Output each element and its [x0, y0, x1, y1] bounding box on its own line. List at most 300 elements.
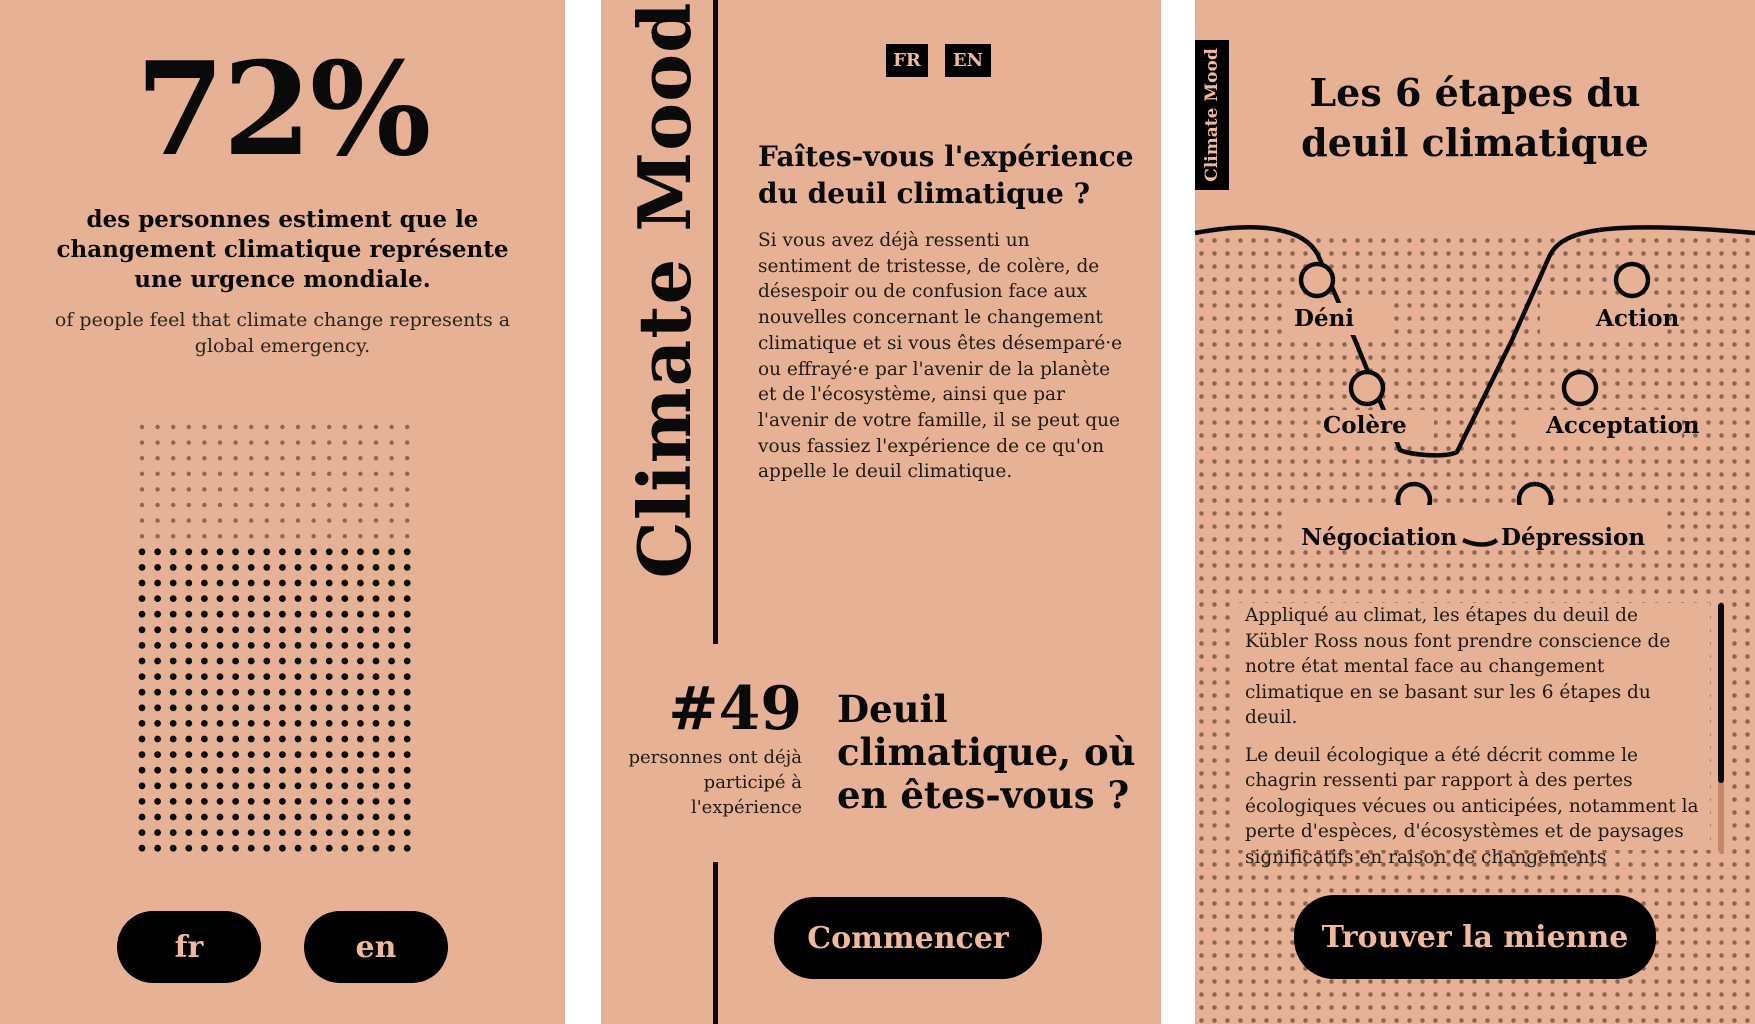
dot-highlighted: [170, 689, 177, 696]
dot-muted: [171, 456, 175, 460]
dot-highlighted: [310, 626, 317, 633]
dot-highlighted: [388, 611, 395, 618]
dot-highlighted: [295, 673, 302, 680]
dot-highlighted: [232, 751, 239, 758]
dot-highlighted: [217, 845, 224, 852]
dot-muted: [389, 425, 393, 429]
dot-highlighted: [139, 658, 146, 665]
dot-highlighted: [404, 564, 411, 571]
dot-highlighted: [310, 814, 317, 821]
dot-highlighted: [232, 626, 239, 633]
dot-highlighted: [185, 689, 192, 696]
dot-muted: [265, 472, 269, 476]
dot-highlighted: [326, 782, 333, 789]
dot-highlighted: [310, 595, 317, 602]
dot-highlighted: [357, 751, 364, 758]
dot-highlighted: [232, 704, 239, 711]
dot-highlighted: [279, 548, 286, 555]
dot-highlighted: [217, 673, 224, 680]
dot-muted: [233, 456, 237, 460]
dot-highlighted: [154, 704, 161, 711]
dot-muted: [249, 440, 253, 444]
dot-muted: [280, 456, 284, 460]
dot-highlighted: [357, 736, 364, 743]
dot-highlighted: [326, 829, 333, 836]
dot-muted: [296, 503, 300, 507]
dot-highlighted: [310, 689, 317, 696]
stage-label-colere: Colère: [1323, 412, 1407, 439]
dot-muted: [389, 440, 393, 444]
dot-muted: [202, 440, 206, 444]
dot-highlighted: [154, 689, 161, 696]
dot-highlighted: [248, 580, 255, 587]
dot-highlighted: [232, 548, 239, 555]
dot-muted: [265, 503, 269, 507]
dot-highlighted: [404, 704, 411, 711]
dot-muted: [389, 456, 393, 460]
find-mine-button[interactable]: Trouver la mienne: [1294, 895, 1656, 979]
stages-description-scrollbox[interactable]: [1230, 603, 1710, 868]
dot-highlighted: [310, 767, 317, 774]
dot-highlighted: [373, 673, 380, 680]
dot-highlighted: [357, 767, 364, 774]
language-en-button[interactable]: en: [304, 911, 448, 983]
dot-highlighted: [373, 829, 380, 836]
dot-muted: [171, 534, 175, 538]
dot-highlighted: [341, 829, 348, 836]
dot-highlighted: [139, 595, 146, 602]
dot-highlighted: [326, 626, 333, 633]
dot-muted: [311, 456, 315, 460]
dot-highlighted: [170, 704, 177, 711]
dot-highlighted: [326, 736, 333, 743]
dot-muted: [233, 472, 237, 476]
dot-highlighted: [217, 704, 224, 711]
dot-highlighted: [326, 595, 333, 602]
dot-highlighted: [248, 673, 255, 680]
dot-muted: [187, 518, 191, 522]
dot-muted: [311, 503, 315, 507]
dot-muted: [218, 440, 222, 444]
dot-muted: [187, 472, 191, 476]
dot-highlighted: [326, 689, 333, 696]
dot-muted: [358, 425, 362, 429]
participant-count: #49: [668, 674, 802, 744]
dot-highlighted: [279, 720, 286, 727]
dot-highlighted: [295, 829, 302, 836]
dot-highlighted: [217, 580, 224, 587]
dot-muted: [155, 472, 159, 476]
dot-highlighted: [248, 845, 255, 852]
dot-highlighted: [217, 595, 224, 602]
dot-highlighted: [201, 611, 208, 618]
dot-highlighted: [295, 611, 302, 618]
lang-fr-button[interactable]: FR: [886, 44, 928, 77]
dot-highlighted: [310, 720, 317, 727]
dot-highlighted: [295, 626, 302, 633]
dot-muted: [327, 456, 331, 460]
dot-muted: [140, 472, 144, 476]
dot-highlighted: [310, 845, 317, 852]
dot-highlighted: [154, 564, 161, 571]
dot-muted: [280, 440, 284, 444]
dot-highlighted: [341, 564, 348, 571]
dot-highlighted: [279, 595, 286, 602]
lang-en-button[interactable]: EN: [945, 44, 991, 77]
dot-highlighted: [170, 564, 177, 571]
dot-muted: [233, 487, 237, 491]
dot-highlighted: [326, 798, 333, 805]
dot-highlighted: [185, 595, 192, 602]
dot-highlighted: [139, 829, 146, 836]
dot-highlighted: [185, 798, 192, 805]
dot-highlighted: [263, 845, 270, 852]
dot-highlighted: [201, 642, 208, 649]
dot-highlighted: [248, 626, 255, 633]
dot-highlighted: [357, 673, 364, 680]
dot-muted: [311, 440, 315, 444]
dot-highlighted: [295, 564, 302, 571]
dot-muted: [140, 487, 144, 491]
dot-highlighted: [185, 626, 192, 633]
dot-highlighted: [154, 658, 161, 665]
dot-highlighted: [295, 751, 302, 758]
dot-muted: [296, 456, 300, 460]
dot-muted: [296, 425, 300, 429]
dot-muted: [171, 440, 175, 444]
dot-muted: [202, 425, 206, 429]
vertical-divider-bottom: [713, 862, 718, 1024]
dot-highlighted: [310, 751, 317, 758]
stat-percentage: 72%: [135, 35, 430, 185]
dot-highlighted: [295, 704, 302, 711]
dot-highlighted: [388, 642, 395, 649]
grief-stages-diagram: [1195, 200, 1755, 580]
dot-muted: [187, 503, 191, 507]
dot-highlighted: [326, 814, 333, 821]
dot-highlighted: [201, 704, 208, 711]
dot-muted: [140, 534, 144, 538]
dot-highlighted: [201, 845, 208, 852]
dot-muted: [202, 487, 206, 491]
dot-highlighted: [357, 564, 364, 571]
dot-highlighted: [139, 782, 146, 789]
dot-highlighted: [139, 720, 146, 727]
dot-muted: [249, 425, 253, 429]
dot-highlighted: [263, 720, 270, 727]
dot-muted: [187, 440, 191, 444]
dot-highlighted: [404, 580, 411, 587]
dot-highlighted: [341, 611, 348, 618]
dot-highlighted: [373, 689, 380, 696]
dot-highlighted: [170, 798, 177, 805]
dot-highlighted: [217, 658, 224, 665]
dot-highlighted: [232, 580, 239, 587]
dot-highlighted: [154, 642, 161, 649]
dot-highlighted: [310, 580, 317, 587]
dot-highlighted: [388, 673, 395, 680]
dot-highlighted: [170, 611, 177, 618]
dot-highlighted: [232, 814, 239, 821]
dot-highlighted: [341, 751, 348, 758]
dot-highlighted: [263, 782, 270, 789]
dot-muted: [374, 472, 378, 476]
dot-muted: [265, 534, 269, 538]
dot-highlighted: [201, 798, 208, 805]
dot-highlighted: [139, 548, 146, 555]
dot-highlighted: [201, 720, 208, 727]
dot-muted: [343, 534, 347, 538]
dot-muted: [280, 534, 284, 538]
scrollbar-thumb[interactable]: [1718, 603, 1724, 783]
dot-muted: [374, 534, 378, 538]
dot-highlighted: [185, 564, 192, 571]
dot-highlighted: [326, 611, 333, 618]
dot-highlighted: [263, 564, 270, 571]
stat-description-en: of people feel that climate change represents a global emergency.: [54, 309, 511, 357]
dot-muted: [296, 487, 300, 491]
dot-highlighted: [388, 767, 395, 774]
dot-highlighted: [279, 658, 286, 665]
dot-muted: [405, 472, 409, 476]
dot-highlighted: [373, 782, 380, 789]
dot-highlighted: [154, 626, 161, 633]
dot-highlighted: [185, 736, 192, 743]
stages-title: Les 6 étapes du deuil climatique: [1301, 70, 1649, 165]
dot-muted: [140, 503, 144, 507]
dot-highlighted: [279, 704, 286, 711]
brand-title: Climate Mood: [622, 1, 707, 579]
dot-muted: [358, 503, 362, 507]
dot-highlighted: [217, 767, 224, 774]
dot-highlighted: [201, 751, 208, 758]
dot-highlighted: [326, 673, 333, 680]
brand-tag: Climate Mood: [1195, 40, 1229, 190]
dot-highlighted: [295, 720, 302, 727]
dot-muted: [327, 503, 331, 507]
dot-muted: [155, 487, 159, 491]
dot-highlighted: [279, 673, 286, 680]
dot-muted: [140, 456, 144, 460]
dot-highlighted: [263, 626, 270, 633]
dot-highlighted: [310, 736, 317, 743]
dot-muted: [187, 425, 191, 429]
dot-highlighted: [279, 736, 286, 743]
dot-highlighted: [341, 689, 348, 696]
dot-muted: [374, 518, 378, 522]
dot-highlighted: [357, 814, 364, 821]
dot-highlighted: [232, 720, 239, 727]
vertical-divider-top: [713, 0, 718, 644]
dot-highlighted: [170, 736, 177, 743]
dot-highlighted: [373, 767, 380, 774]
dot-highlighted: [217, 626, 224, 633]
dot-highlighted: [248, 782, 255, 789]
dot-highlighted: [404, 595, 411, 602]
dot-highlighted: [185, 611, 192, 618]
dot-highlighted: [295, 689, 302, 696]
dot-highlighted: [217, 642, 224, 649]
dot-muted: [218, 503, 222, 507]
dot-highlighted: [185, 782, 192, 789]
dot-muted: [405, 440, 409, 444]
dot-highlighted: [373, 595, 380, 602]
dot-highlighted: [357, 658, 364, 665]
dot-highlighted: [357, 704, 364, 711]
dot-highlighted: [310, 548, 317, 555]
dot-highlighted: [295, 798, 302, 805]
dot-highlighted: [263, 580, 270, 587]
dot-highlighted: [154, 829, 161, 836]
dot-highlighted: [201, 658, 208, 665]
dot-highlighted: [139, 751, 146, 758]
dot-highlighted: [404, 814, 411, 821]
dot-highlighted: [263, 798, 270, 805]
dot-highlighted: [357, 845, 364, 852]
dot-highlighted: [326, 767, 333, 774]
dot-muted: [343, 472, 347, 476]
stage-label-action: Action: [1596, 305, 1680, 332]
dot-muted: [374, 487, 378, 491]
dot-highlighted: [373, 720, 380, 727]
dot-highlighted: [154, 595, 161, 602]
dot-muted: [155, 456, 159, 460]
dot-highlighted: [232, 689, 239, 696]
dot-muted: [280, 518, 284, 522]
start-button[interactable]: Commencer: [774, 897, 1042, 979]
dot-highlighted: [388, 845, 395, 852]
dot-highlighted: [170, 829, 177, 836]
stage-node-colere: [1351, 372, 1383, 404]
dot-highlighted: [341, 782, 348, 789]
dot-muted: [327, 487, 331, 491]
dot-muted: [265, 456, 269, 460]
dot-highlighted: [388, 658, 395, 665]
intro-paragraph: Si vous avez déjà ressenti un sentiment de tristesse, de colère, de désespoir ou de confusion face aux nouvelles concernant le changement climatique et si vous êtes désemparé·e ou effrayé·e par l'avenir de la planète et de l'écosystème, ainsi que par l'avenir de votre famille, il se peut que vous fassiez l'expérience de ce qu'on appelle le deuil climatique.: [758, 230, 1123, 483]
dot-highlighted: [404, 751, 411, 758]
dot-highlighted: [248, 736, 255, 743]
dot-muted: [343, 440, 347, 444]
dot-muted: [296, 534, 300, 538]
dot-highlighted: [248, 564, 255, 571]
dot-muted: [343, 456, 347, 460]
dot-highlighted: [326, 720, 333, 727]
stage-label-deni: Déni: [1294, 305, 1355, 332]
dot-highlighted: [170, 673, 177, 680]
dot-highlighted: [388, 689, 395, 696]
dot-highlighted: [279, 580, 286, 587]
dot-highlighted: [295, 736, 302, 743]
dot-muted: [280, 425, 284, 429]
dot-muted: [218, 487, 222, 491]
dot-highlighted: [373, 564, 380, 571]
stage-node-action: [1616, 264, 1648, 296]
dot-highlighted: [139, 626, 146, 633]
dot-muted: [233, 534, 237, 538]
dot-muted: [249, 534, 253, 538]
dot-highlighted: [357, 782, 364, 789]
dot-muted: [233, 425, 237, 429]
dot-highlighted: [217, 689, 224, 696]
dot-highlighted: [263, 595, 270, 602]
dot-highlighted: [263, 673, 270, 680]
dot-muted: [311, 534, 315, 538]
dot-highlighted: [154, 720, 161, 727]
dot-muted: [389, 503, 393, 507]
dot-highlighted: [295, 595, 302, 602]
dot-highlighted: [139, 767, 146, 774]
dot-highlighted: [170, 658, 177, 665]
stat-description-fr: des personnes estiment que le changement climatique représente une urgence mondiale.: [56, 206, 509, 293]
dot-highlighted: [279, 564, 286, 571]
dot-muted: [374, 456, 378, 460]
dot-highlighted: [185, 548, 192, 555]
dot-highlighted: [201, 767, 208, 774]
dot-highlighted: [404, 689, 411, 696]
dot-highlighted: [217, 814, 224, 821]
dot-muted: [405, 518, 409, 522]
dot-muted: [249, 487, 253, 491]
dot-highlighted: [170, 814, 177, 821]
dot-highlighted: [373, 751, 380, 758]
dot-highlighted: [341, 658, 348, 665]
dot-highlighted: [170, 580, 177, 587]
dot-highlighted: [388, 814, 395, 821]
dot-muted: [358, 456, 362, 460]
dot-highlighted: [185, 704, 192, 711]
dot-highlighted: [357, 798, 364, 805]
dot-highlighted: [201, 580, 208, 587]
dot-highlighted: [232, 611, 239, 618]
dot-highlighted: [357, 829, 364, 836]
dot-muted: [311, 425, 315, 429]
dot-muted: [187, 487, 191, 491]
dot-highlighted: [388, 564, 395, 571]
dot-highlighted: [279, 689, 286, 696]
dot-highlighted: [279, 798, 286, 805]
dot-highlighted: [154, 548, 161, 555]
dot-highlighted: [248, 642, 255, 649]
language-fr-button[interactable]: fr: [117, 911, 261, 983]
dot-highlighted: [326, 704, 333, 711]
dot-highlighted: [326, 658, 333, 665]
stage-label-depression: Dépression: [1501, 524, 1646, 551]
dot-muted: [249, 456, 253, 460]
dot-highlighted: [388, 704, 395, 711]
dot-highlighted: [357, 611, 364, 618]
dot-highlighted: [295, 658, 302, 665]
dot-highlighted: [232, 829, 239, 836]
dot-highlighted: [185, 642, 192, 649]
dot-highlighted: [170, 595, 177, 602]
dot-muted: [218, 456, 222, 460]
dot-highlighted: [404, 720, 411, 727]
dot-highlighted: [341, 845, 348, 852]
dot-highlighted: [170, 548, 177, 555]
dot-muted: [405, 503, 409, 507]
dot-highlighted: [139, 642, 146, 649]
dot-highlighted: [310, 564, 317, 571]
dot-highlighted: [357, 580, 364, 587]
dot-highlighted: [248, 798, 255, 805]
dot-highlighted: [139, 798, 146, 805]
dot-highlighted: [139, 611, 146, 618]
dot-highlighted: [310, 642, 317, 649]
dot-highlighted: [170, 782, 177, 789]
dot-highlighted: [248, 689, 255, 696]
dot-highlighted: [139, 564, 146, 571]
dot-highlighted: [279, 611, 286, 618]
